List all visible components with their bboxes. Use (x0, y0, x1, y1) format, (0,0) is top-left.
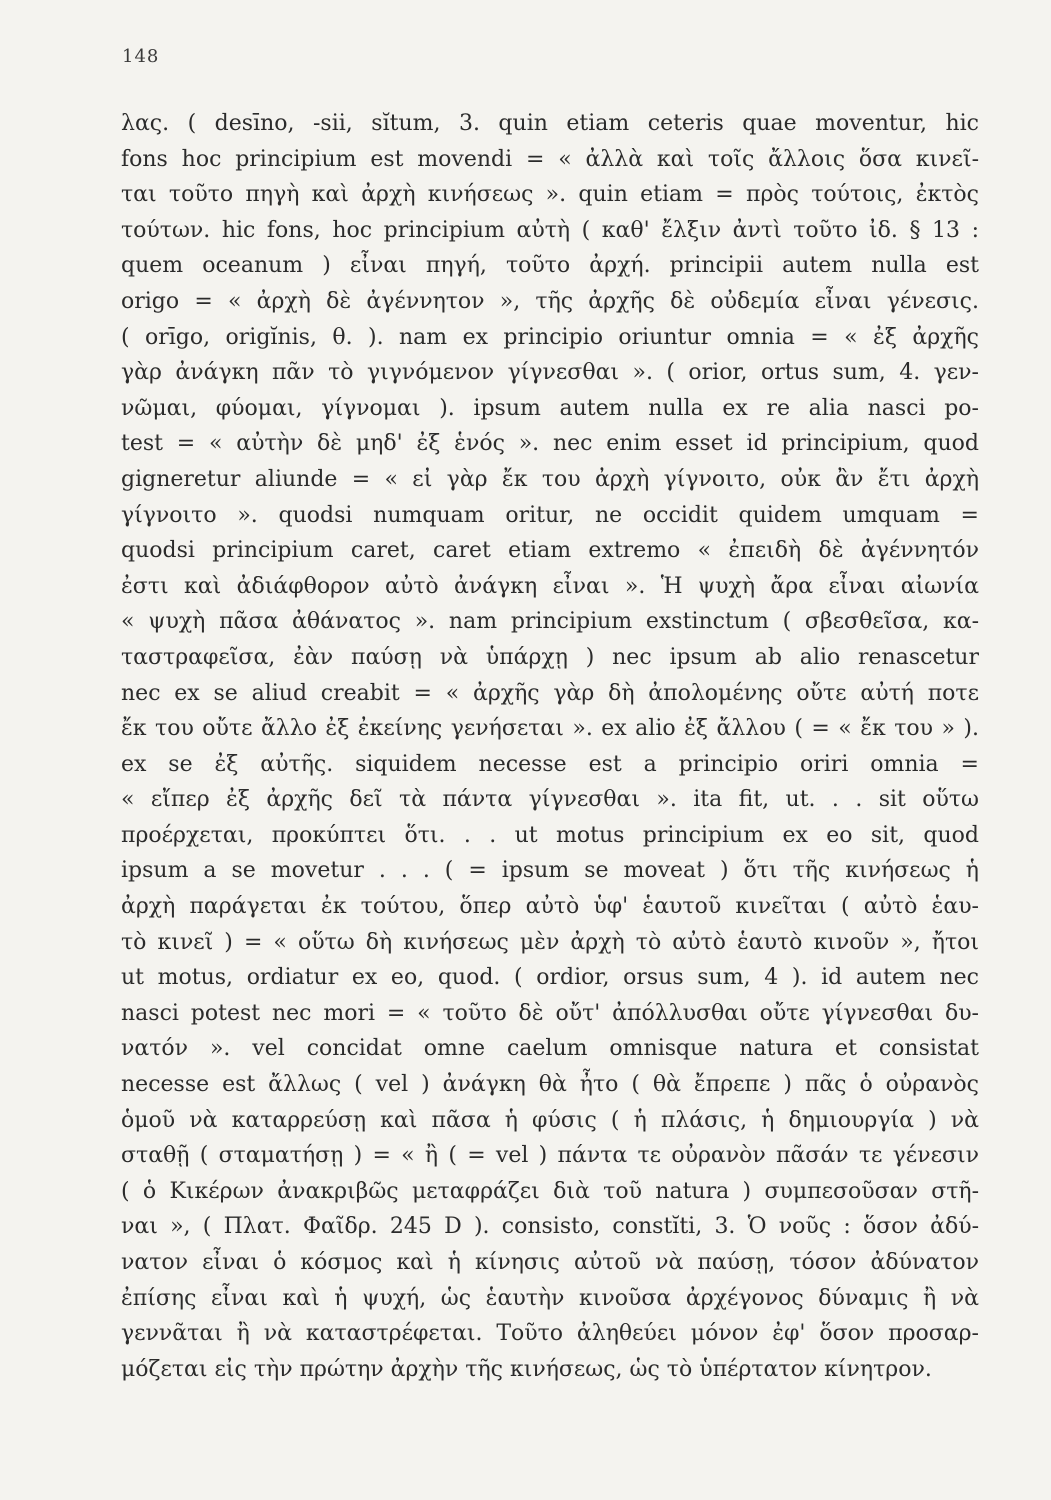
text-line: ἐπίσης εἶναι καὶ ἡ ψυχή, ὡς ἑαυτὴν κινοῦσα ἀρχέγονος δύναμις ἢ νὰ (121, 1285, 979, 1311)
text-line: origo = « ἀρχὴ δὲ ἀγέννητον », τῆς ἀρχῆς δὲ οὐδεμία εἶναι γένεσις. (121, 288, 979, 314)
text-line: γεννᾶται ἢ νὰ καταστρέφεται. Τοῦτο ἀληθεύει μόνον ἐφ' ὅσον προσαρ- (121, 1321, 979, 1347)
text-line: τὸ κινεῖ ) = « οὕτω δὴ κινήσεως μὲν ἀρχὴ τὸ αὐτὸ ἑαυτὸ κινοῦν », ἤτοι (121, 929, 979, 955)
text-line: gigneretur aliunde = « εἰ γὰρ ἔκ του ἀρχὴ γίγνοιτο, οὐκ ἂν ἔτι ἀρχὴ (121, 466, 979, 492)
text-line: test = « αὐτὴν δὲ μηδ' ἐξ ἑνός ». nec enim esset id principium, quod (121, 431, 979, 457)
text-line: γὰρ ἀνάγκη πᾶν τὸ γιγνόμενον γίγνεσθαι ». ( orior, ortus sum, 4. γεν- (121, 360, 979, 386)
text-line: σταθῇ ( σταματήσῃ ) = « ἢ ( = vel ) πάντα τε οὐρανὸν πᾶσάν τε γένεσιν (121, 1143, 979, 1169)
text-line: quem oceanum ) εἶναι πηγή, τοῦτο ἀρχή. principii autem nulla est (121, 253, 979, 279)
text-line: ἀρχὴ παράγεται ἐκ τούτου, ὅπερ αὐτὸ ὑφ' ἑαυτοῦ κινεῖται ( αὐτὸ ἑαυ- (121, 894, 979, 920)
text-line: ται τοῦτο πηγὴ καὶ ἀρχὴ κινήσεως ». quin etiam = πρὸς τούτοις, ἐκτὸς (121, 182, 979, 208)
text-line: ( ὁ Κικέρων ἀνακριβῶς μεταφράζει διὰ τοῦ natura ) συμπεσοῦσαν στῆ- (121, 1178, 979, 1204)
text-line: ἐστι καὶ ἀδιάφθορον αὐτὸ ἀνάγκη εἶναι ». Ἡ ψυχὴ ἄρα εἶναι αἰωνία (121, 573, 979, 599)
text-line: τούτων. hic fons, hoc principium αὐτὴ ( καθ' ἔλξιν ἀντὶ τοῦτο ἰδ. § 13 : (121, 217, 979, 243)
text-line: προέρχεται, προκύπτει ὅτι. . . ut motus principium ex eo sit, quod (121, 822, 979, 848)
text-line: quodsi principium caret, caret etiam extremo « ἐπειδὴ δὲ ἀγέννητόν (121, 538, 979, 564)
text-line: νατον εἶναι ὁ κόσμος καὶ ἡ κίνησις αὐτοῦ νὰ παύσῃ, τόσον ἀδύνατον (121, 1250, 979, 1275)
text-line: ex se ἐξ αὐτῆς. siquidem necesse est a principio oriri omnia = (121, 751, 979, 777)
text-line: λας. ( desīno, -sii, sĭtum, 3. quin etiam ceteris quae moventur, hic (121, 111, 979, 136)
text-line: νατόν ». vel concidat omne caelum omnisque natura et consistat (121, 1036, 979, 1062)
text-line: ipsum a se movetur . . . ( = ipsum se moveat ) ὅτι τῆς κινήσεως ἡ (121, 858, 979, 884)
text-line: fons hoc principium est movendi = « ἀλλὰ καὶ τοῖς ἄλλοις ὅσα κινεῖ- (121, 146, 979, 172)
text-line: ἔκ του οὔτε ἄλλο ἐξ ἐκείνης γενήσεται ». ex alio ἐξ ἄλλου ( = « ἔκ του » ). (121, 716, 979, 742)
text-line: « ψυχὴ πᾶσα ἀθάνατος ». nam principium exstinctum ( σβεσθεῖσα, κα- (121, 609, 979, 635)
text-line: « εἴπερ ἐξ ἀρχῆς δεῖ τὰ πάντα γίγνεσθαι ». ita fit, ut. . . sit οὕτω (121, 787, 979, 813)
text-line: ναι », ( Πλατ. Φαῖδρ. 245 D ). consisto, constĭti, 3. Ὁ νοῦς : ὅσον ἀδύ- (121, 1214, 979, 1240)
text-line: νῶμαι, φύομαι, γίγνομαι ). ipsum autem nulla ex re alia nasci po- (121, 395, 979, 421)
text-line: γίγνοιτο ». quodsi numquam oritur, ne occidit quidem umquam = (121, 502, 979, 528)
text-line: ut motus, ordiatur ex eo, quod. ( ordior, orsus sum, 4 ). id autem nec (121, 965, 979, 991)
text-line: necesse est ἄλλως ( vel ) ἀνάγκη θὰ ἦτο ( θὰ ἔπρεπε ) πᾶς ὁ οὐρανὸς (121, 1072, 979, 1098)
body-text (121, 106, 979, 1387)
text-line: nasci potest nec mori = « τοῦτο δὲ οὔτ' ἀπόλλυσθαι οὔτε γίγνεσθαι δυ- (121, 1000, 979, 1026)
text-line: μόζεται εἰς τὴν πρώτην ἀρχὴν τῆς κινήσεως, ὡς τὸ ὑπέρτατον κίνητρον. (121, 1356, 932, 1382)
text-line: nec ex se aliud creabit = « ἀρχῆς γὰρ δὴ ἀπολομένης οὔτε αὐτή ποτε (121, 680, 979, 706)
text-line: ( orīgo, origĭnis, θ. ). nam ex principio oriuntur omnia = « ἐξ ἀρχῆς (121, 324, 979, 350)
text-line: ὁμοῦ νὰ καταρρεύσῃ καὶ πᾶσα ἡ φύσις ( ἡ πλάσις, ἡ δημιουργία ) νὰ (121, 1107, 979, 1133)
text-line: ταστραφεῖσα, ἐὰν παύσῃ νὰ ὑπάρχῃ ) nec ipsum ab alio renascetur (121, 644, 979, 670)
page-number: 148 (122, 46, 160, 67)
